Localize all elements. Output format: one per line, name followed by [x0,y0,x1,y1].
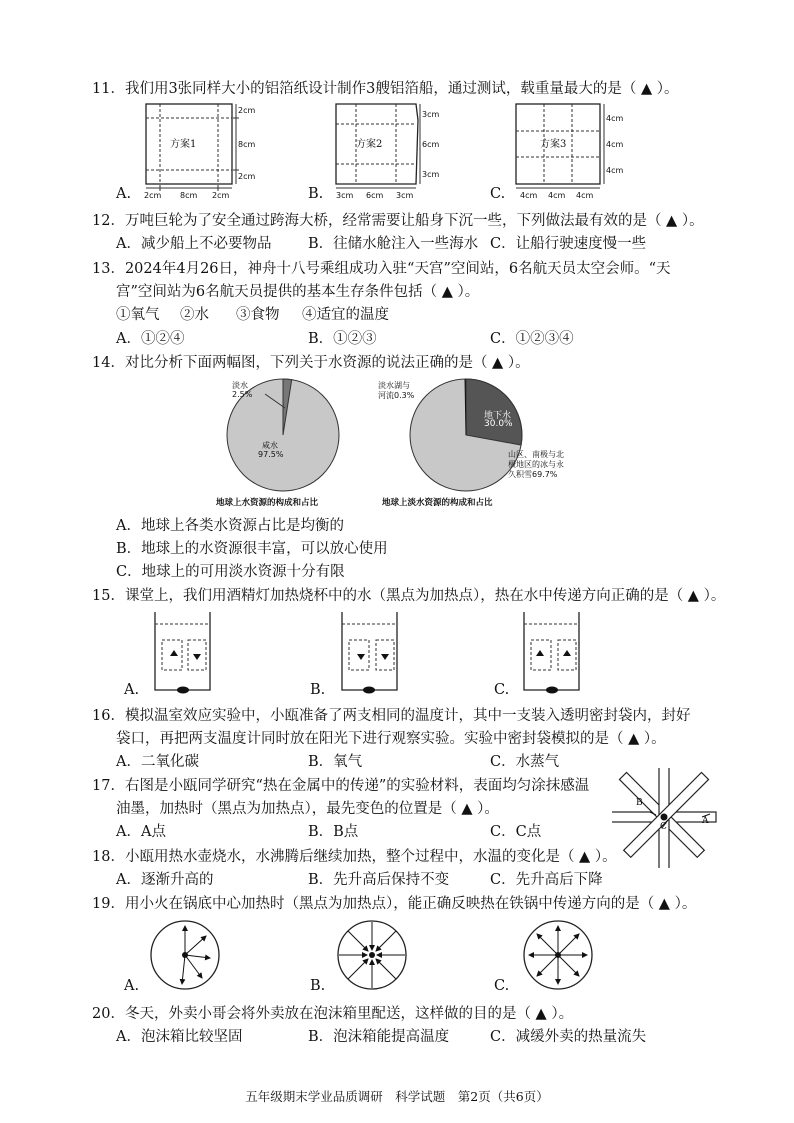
q12-option-b: B．往储水舱注入一些海水 [308,236,479,252]
q13-item: ②水 [180,307,209,323]
pie1-label: 淡水 [232,381,248,390]
q11-option-c: C. [490,186,506,202]
question-11: 11．我们用3张同样大小的铝箔纸设计制作3艘铝箔船，通过测试，载重量最大的是（ ▲ ）。 [92,81,679,97]
pie1-caption: 地球上水资源的构成和占比 [216,498,319,508]
question-19: 19．用小火在锅底中心加热时（黑点为加热点），能正确反映热在铁锅中传递方向的是（ ▲ ）。 [92,896,697,912]
q20-option-b: B．泡沫箱能提高温度 [308,1029,450,1045]
pie2-label: 河流0.3% [378,391,415,400]
q13-option-a: A．①②④ [116,331,185,347]
pie2-label: 久积雪69.7% [508,470,558,479]
q14-option-a: A．地球上各类水资源占比是均衡的 [116,518,344,534]
pie2-label: 地下水 [484,411,512,421]
question-15: 15．课堂上，我们用酒精灯加热烧杯中的水（黑点为加热点），热在水中传递方向正确的是（ ▲ ）。 [92,588,726,604]
question-16-line1: 16．模拟温室效应实验中，小瓯准备了两支相同的温度计，其中一支装入透明密封袋内，封好 [92,708,691,724]
question-13-line2: 宫”空间站为6名航天员提供的基本生存条件包括（ ▲ ）。 [116,284,480,300]
dim-label: 4cm [548,191,566,200]
q15-option-c: C. [494,682,510,698]
q20-option-c: C．减缓外卖的热量流失 [490,1029,647,1045]
point-b-label: B [636,798,643,808]
dim-label: 4cm [606,114,624,123]
q11-foil-figures [140,100,740,200]
q15-option-a: A. [124,682,140,698]
pie2-caption: 地球上淡水资源的构成和占比 [382,498,493,508]
q18-option-b: B．先升高后保持不变 [308,872,450,888]
q16-option-a: A．二氧化碳 [116,754,199,770]
question-20: 20．冬天，外卖小哥会将外卖放在泡沫箱里配送，这样做的目的是（ ▲ ）。 [92,1006,574,1022]
q13-item: ④适宜的温度 [302,307,389,323]
question-12: 12．万吨巨轮为了安全通过跨海大桥，经常需要让船身下沉一些，下列做法最有效的是（ ▲ ）。 [92,213,704,229]
dim-label: 4cm [606,166,624,175]
q15-option-b: B. [310,682,326,698]
dim-label: 3cm [396,191,414,200]
dim-label: 6cm [422,140,440,149]
dim-label: 2cm [212,191,230,200]
q20-option-a: A．泡沫箱比较坚固 [116,1029,243,1045]
dim-label: 3cm [336,191,354,200]
dim-label: 3cm [422,110,440,119]
q17-option-c: C．C点 [490,824,542,840]
question-17-line2: 油墨，加热时（黑点为加热点），最先变色的位置是（ ▲ ）。 [116,801,499,817]
question-18: 18．小瓯用热水壶烧水，水沸腾后继续加热，整个过程中，水温的变化是（ ▲ ）。 [92,849,617,865]
dim-label: 6cm [366,191,384,200]
dim-label: 3cm [422,170,440,179]
q15-beaker-figures [150,610,620,695]
dim-label: 4cm [606,140,624,149]
dim-label: 8cm [180,191,198,200]
question-13-line1: 13．2024年4月26日，神舟十八号乘组成功入驻“天宫”空间站，6名航天员太空会师。“天 [92,261,671,277]
dim-label: 2cm [238,172,256,181]
q14-option-b: B．地球上的水资源很丰富，可以放心使用 [116,541,388,557]
question-16-line2: 袋口，再把两支温度计同时放在阳光下进行观察实验。实验中密封袋模拟的是（ ▲ ）。 [116,731,666,747]
dim-label: 4cm [576,191,594,200]
pie1-label: 咸水 [262,441,278,450]
point-a-label: A [702,816,709,826]
pie2-label: 极地区的冰与永 [508,460,564,469]
plan-1-label: 方案1 [170,139,197,150]
dim-label: 2cm [144,191,162,200]
q19-pan-figures [148,918,618,994]
q13-item: ③食物 [236,307,280,323]
plan-2-label: 方案2 [356,139,383,150]
dim-label: 4cm [520,191,538,200]
q16-option-c: C．水蒸气 [490,754,560,770]
q16-option-b: B．氧气 [308,754,363,770]
pie2-label: 淡水湖与 [378,381,410,390]
q17-option-b: B．B点 [308,824,359,840]
question-14: 14．对比分析下面两幅图，下列关于水资源的说法正确的是（ ▲ ）。 [92,355,530,371]
pie2-label: 30.0% [484,419,513,429]
q11-option-a: A. [116,186,132,202]
dim-label: 8cm [238,140,256,149]
q17-option-a: A．A点 [116,824,166,840]
q14-option-c: C．地球上的可用淡水资源十分有限 [116,564,345,580]
pie1-label: 2.5% [232,390,253,399]
point-c-label: C [660,822,667,832]
q13-item: ①氧气 [116,307,160,323]
q18-option-c: C．先升高后下降 [490,872,603,888]
q18-option-a: A．逐渐升高的 [116,872,214,888]
q13-option-c: C．①②③④ [490,331,574,347]
plan-3-label: 方案3 [540,139,567,150]
q12-option-a: A．减少船上不必要物品 [116,236,272,252]
q19-option-c: C. [494,978,510,994]
q12-option-c: C．让船行驶速度慢一些 [490,236,647,252]
dim-label: 2cm [238,106,256,115]
q13-option-b: B．①②③ [308,331,377,347]
q19-option-b: B. [310,978,326,994]
pie1-label: 97.5% [258,450,284,459]
pie2-label: 山区、南极与北 [508,450,564,459]
page-footer: 五年级期末学业品质调研 科学试题 第2页（共6页） [245,1089,549,1104]
question-17-line1: 17．右图是小瓯同学研究“热在金属中的传递”的实验材料，表面均匀涂抹感温 [92,778,590,794]
q11-option-b: B. [308,186,324,202]
q19-option-a: A. [124,978,140,994]
